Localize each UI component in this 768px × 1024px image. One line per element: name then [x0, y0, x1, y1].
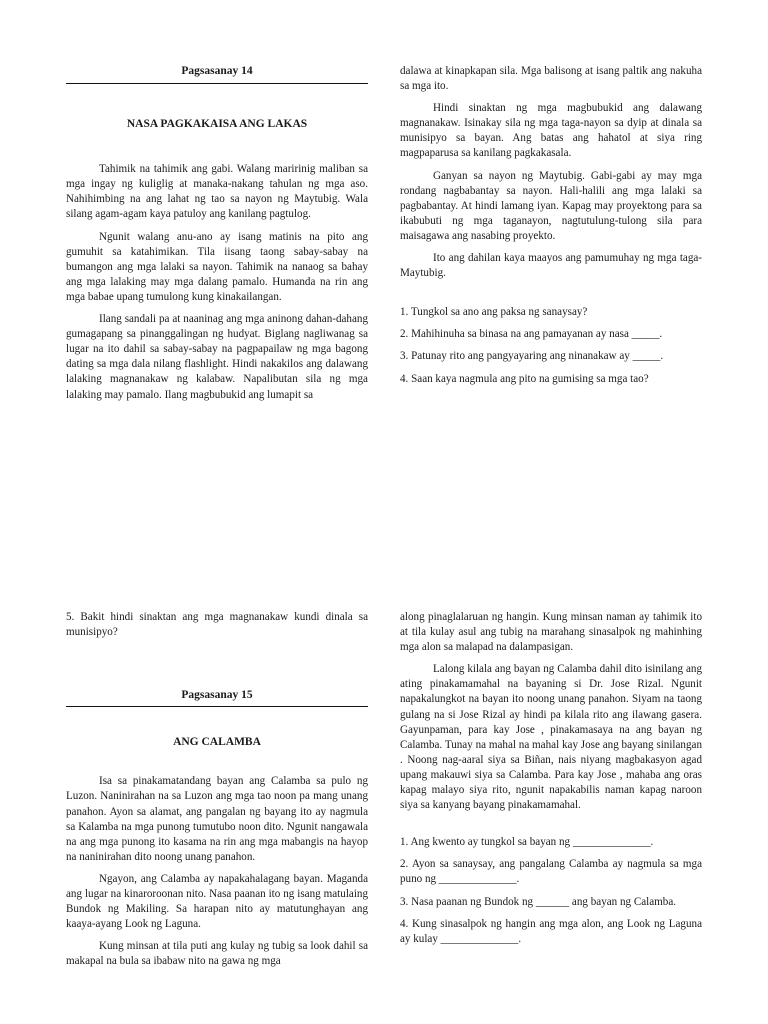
- page2-right-column: [400, 610, 702, 954]
- question-item: 5. Bakit hindi sinaktan ang mga magnanakaw kundi dinala sa munisipyo?: [66, 611, 368, 639]
- paragraph: Tahimik na tahimik ang gabi. Walang maririnig maliban sa mga ingay ng kuliglig at manaka-nakang tahulan ng mga aso. Nahihimbing na ang lahat ng tao sa nayon ng Maytubig. Wala silang agam-agam kaya patuloy ang kanilang pagtulog.: [66, 163, 368, 221]
- question-item: 4. Saan kaya nagmula ang pito na gumising sa mga tao?: [400, 372, 649, 385]
- question-list: [400, 305, 702, 386]
- paragraph: along pinaglalaruan ng hangin. Kung minsan naman ay tahimik ito at tila kulay asul ang tubig na marahang sinasalpok ng mahinhing mga alon sa malapad na dalampasigan.: [400, 611, 702, 654]
- paragraph: Ilang sandali pa at naaninag ang mga aninong dahan-dahang gumagapang sa pinanggalingan ng hudyat. Biglang nagliwanag sa lugar na ito dahil sa sabay-sabay na pagpapailaw ng mga bagong dating sa mga dala nilang flashlight. Hindi nakakilos ang dalawang lalaking magnanakaw ng kalabaw. Napalibutan sila ng mga lalaking may pamalo. Ilang magbubukid ang lumapit sa: [66, 313, 368, 401]
- paragraph: Kung minsan at tila puti ang kulay ng tubig sa look dahil sa makapal na bula sa ibabaw nito na gawa ng mga: [66, 940, 368, 968]
- paragraph: Hindi sinaktan ng mga magbubukid ang dalawang magnanakaw. Isinakay sila ng mga taga-nayon sa dyip at dinala sa munisipyo sa bayan. Ang batas ang hahatol at siya ring magpaparusa sa kanilang pagkakasala.: [400, 102, 702, 160]
- page1-left-column: [66, 64, 368, 410]
- essay-title: ANG CALAMBA: [173, 736, 261, 749]
- paragraph: Ito ang dahilan kaya maayos ang pamumuhay ng mga taga-Maytubig.: [400, 252, 702, 280]
- heading-rule: [66, 706, 368, 707]
- exercise-label: Pagsasanay 14: [181, 65, 253, 77]
- page1-right-column: [400, 64, 702, 394]
- question-item: 2. Mahihinuha sa binasa na ang pamayanan ay nasa _____.: [400, 328, 663, 341]
- question-item: 1. Ang kwento ay tungkol sa bayan ng ______________.: [400, 836, 654, 849]
- paragraph: Isa sa pinakamatandang bayan ang Calamba sa pulo ng Luzon. Naninirahan na sa Luzon ang mga tao noon pa mang unang panahon. Ayon sa alamat, ang pangalan ng bayang ito ay nagmula sa Kalamba na mga punong tumutubo noon dito. Ngunit nangawala na ang mga punong ito kasama na rin ang mga mabangis na hayop na naninirahan dito noong unang panahon.: [66, 775, 368, 863]
- question-item: 4. Kung sinasalpok ng hangin ang mga alon, ang Look ng Laguna ay kulay ______________.: [400, 917, 702, 945]
- paragraph: dalawa at kinapkapan sila. Mga balisong at isang paltik ang nakuha sa mga ito.: [400, 65, 702, 93]
- paragraph: Ganyan sa nayon ng Maytubig. Gabi-gabi ay may mga rondang nagbabantay sa nayon. Hali-halili ang mga lalaki sa pagbabantay. At hindi lamang iyan. Kapag may proyektong para sa ikabubuti ng mga taganayon, nagtutulung-tulong sila para maisagawa ang nasabing proyekto.: [400, 169, 702, 242]
- essay-title: NASA PAGKAKAISA ANG LAKAS: [126, 118, 308, 131]
- question-item: 3. Patunay rito ang pangyayaring ang ninanakaw ay _____.: [400, 350, 664, 363]
- question-list: [400, 835, 702, 947]
- exercise-label: Pagsasanay 15: [181, 689, 253, 702]
- page2-left-column: [66, 610, 368, 977]
- question-item: 2. Ayon sa sanaysay, ang pangalang Calamba ay nagmula sa mga puno ng ______________.: [400, 858, 702, 886]
- question-item: 1. Tungkol sa ano ang paksa ng sanaysay?: [400, 306, 588, 319]
- paragraph: Ngayon, ang Calamba ay napakahalagang bayan. Maganda ang lugar na kinaroroonan nito. Nasa paanan ito ng isang matulaing Bundok ng Makiling. Sa harapan nito ay matutunghayan ang kaaya-ayang Look ng Laguna.: [66, 872, 368, 931]
- question-item: 3. Nasa paanan ng Bundok ng ______ ang bayan ng Calamba.: [400, 895, 677, 908]
- paragraph: Lalong kilala ang bayan ng Calamba dahil dito isinilang ang ating pinakamamahal na bayaning si Dr. Jose Rizal. Ngunit napakalungkot na bayan ito noong unang panahon. Siyam na taong gulang na si Jose Rizal ay hindi pa kilala rito ang ilawang gasera. Gayunpaman, para kay Jose , pinakamasaya na ang bayan ng Calamba. Tunay na mahal na mahal kay Jose ang bayang sinilangan . Noong nag-aaral siya sa Biñan, nais niyang magbakasyon agad upang makauwi siya sa Calamba. Para kay Jose , mahaba ang oras kapag malayo siya rito, ngunit napakabilis naman kapag naroon siya sa kanyang bayang pinakamamahal.: [400, 663, 702, 812]
- heading-rule: [66, 83, 368, 84]
- paragraph: Ngunit walang anu-ano ay isang matinis na pito ang gumuhit sa katahimikan. Tila iisang taong sabay-sabay na bumangon ang mga lalaki sa nayon. Tahimik na nanaog sa bahay ang mga lalaking may mga dalang pamalo. Humanda na rin ang mga babae upang tumulong kung kinakailangan.: [66, 230, 368, 303]
